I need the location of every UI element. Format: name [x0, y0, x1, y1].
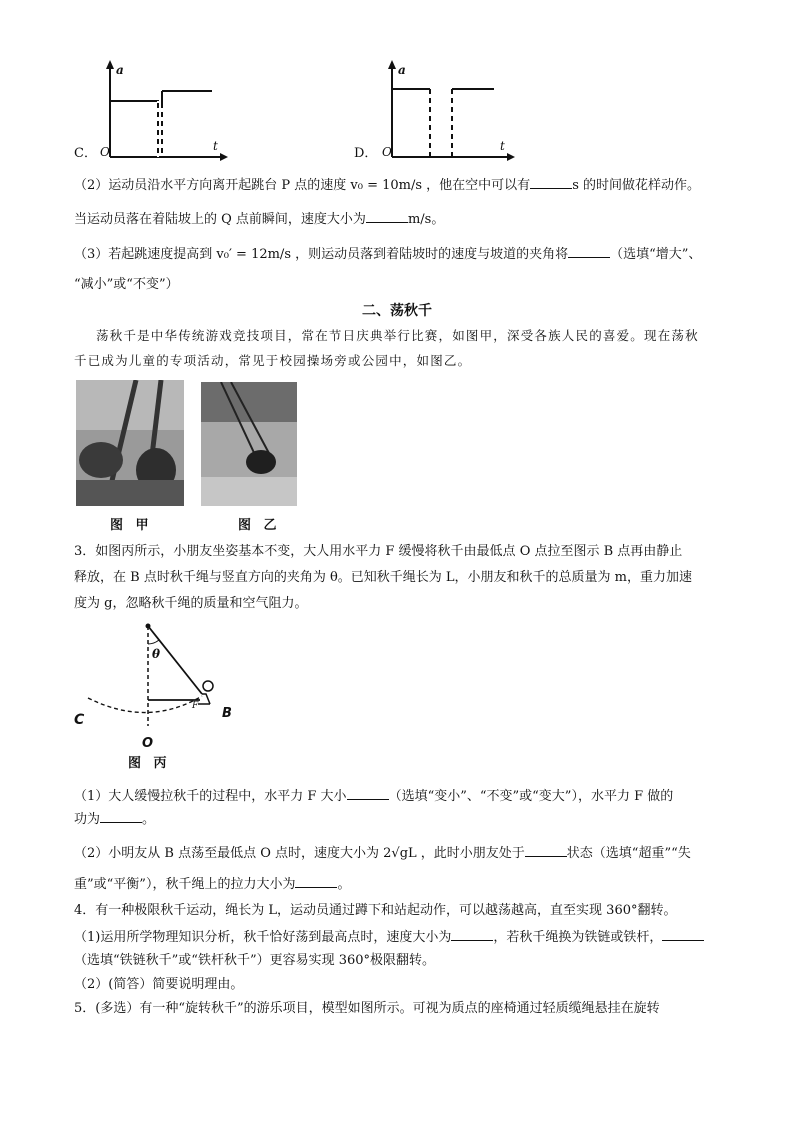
q4-part1-line2: （选填“铁链秋千”或“铁杆秋千”）更容易实现 360°极限翻转。	[74, 953, 436, 968]
q2-part2-line2: 当运动员落在着陆坡上的 Q 点前瞬间，速度大小为 m/s。	[74, 212, 445, 227]
graph-c-x-axis-label: t	[213, 139, 218, 153]
graph-d-x-axis-label: t	[500, 139, 505, 153]
graph-d-plot	[352, 55, 517, 167]
option-d-label: D．	[354, 146, 378, 161]
answer-blank[interactable]	[525, 844, 567, 857]
graph-c	[70, 55, 230, 167]
answer-blank[interactable]	[662, 928, 704, 941]
answer-blank[interactable]	[295, 875, 337, 888]
q3-stem-line1: 3．如图丙所示，小朋友坐姿基本不变，大人用水平力 F 缓慢将秋千由最低点 O 点拉至图示 B 点再由静止	[74, 544, 683, 559]
graph-c-origin: O	[100, 145, 110, 159]
graph-d	[352, 55, 517, 167]
photo-jia-caption: 图 甲	[110, 518, 153, 533]
photo-yi	[201, 382, 297, 506]
section-intro-line1: 荡秋千是中华传统游戏竞技项目，常在节日庆典举行比赛，如图甲，深受各族人民的喜爱。现在荡秋	[96, 328, 699, 343]
answer-blank[interactable]	[100, 810, 142, 823]
q2-part2-line1: （2）运动员沿水平方向离开起跳台 P 点的速度 v₀ = 10m/s ，他在空中可以有 s 的时间做花样动作。	[74, 178, 700, 193]
q3-part1-line1: （1）大人缓慢拉秋千的过程中，水平力 F 大小 （选填“变小”、“不变”或“变大”），水平力 F 做的	[74, 789, 674, 804]
answer-blank[interactable]	[347, 787, 389, 800]
swing-diagram	[70, 620, 250, 772]
theta-label: θ	[152, 647, 161, 661]
graph-d-origin: O	[382, 145, 392, 159]
option-c-label: C．	[74, 146, 97, 161]
q4-stem: 4．有一种极限秋千运动，绳长为 L，运动员通过蹲下和站起动作，可以越荡越高，直至实现 360°翻转。	[74, 903, 677, 918]
point-o-label: O	[142, 736, 154, 751]
q3-part2-line1: （2）小明友从 B 点荡至最低点 O 点时，速度大小为 2√gL ，此时小朋友处于 状态（选填“超重”“失	[74, 846, 691, 861]
q3-part1-line2: 功为 。	[74, 812, 156, 827]
q4-part1-line1: （1)运用所学物理知识分析，秋千恰好荡到最高点时，速度大小为 ，若秋千绳换为铁链或铁杆，	[74, 928, 704, 947]
photo-yi-caption: 图 乙	[238, 518, 281, 533]
graph-c-y-axis-label: a	[116, 63, 124, 77]
answer-blank[interactable]	[366, 210, 408, 223]
graph-d-y-axis-label: a	[398, 63, 406, 77]
q3-stem-line3: 度为 g，忽略秋千绳的质量和空气阻力。	[74, 596, 308, 611]
q3-stem-line2: 释放，在 B 点时秋千绳与竖直方向的夹角为 θ。已知秋千绳长为 L，小朋友和秋千的总质量为 m，重力加速	[74, 570, 693, 585]
answer-blank[interactable]	[530, 176, 572, 189]
q2-part3-line1: （3）若起跳速度提高到 v₀′ = 12m/s ，则运动员落到着陆坡时的速度与坡道的夹角将 （选填“增大”、	[74, 247, 702, 262]
photo-jia	[76, 380, 184, 506]
swing-diagram-svg	[70, 620, 250, 772]
point-b-label: B	[222, 706, 232, 721]
section-title: 二、荡秋千	[362, 303, 432, 319]
photo-jia-image	[76, 380, 184, 506]
q3-part2-line2: 重”或“平衡”），秋千绳上的拉力大小为 。	[74, 877, 351, 892]
answer-blank[interactable]	[451, 928, 493, 941]
point-f-label: F	[192, 701, 199, 711]
section-intro-line2: 千已成为儿童的专项活动，常见于校园操场旁或公园中，如图乙。	[74, 353, 472, 368]
q4-part2: （2）(简答）简要说明理由。	[74, 977, 244, 992]
q2-part3-line2: “减小”或“不变”）	[74, 277, 179, 292]
answer-blank[interactable]	[568, 245, 610, 258]
point-c-label: C	[74, 712, 85, 728]
graph-c-plot	[70, 55, 230, 167]
photo-yi-image	[201, 382, 297, 506]
q5-stem: 5．(多选）有一种“旋转秋千”的游乐项目，模型如图所示。可视为质点的座椅通过轻质缆绳悬挂在旋转	[74, 1001, 660, 1016]
diagram-bing-caption: 图 丙	[128, 756, 171, 771]
